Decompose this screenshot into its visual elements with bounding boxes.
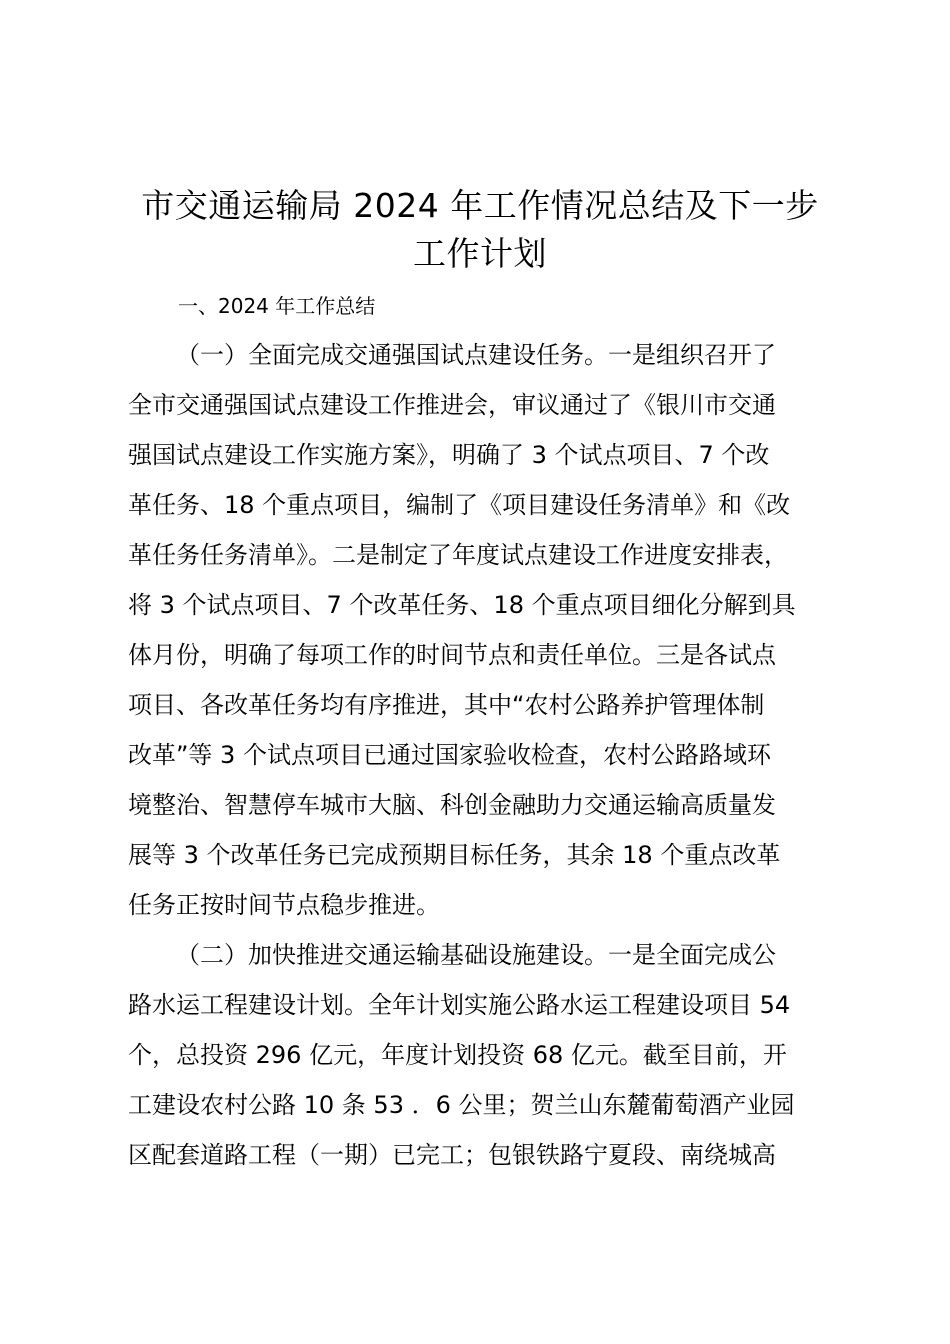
paragraph-line: 个，总投资 296 亿元，年度计划投资 68 亿元。截至目前，开 [128, 1041, 787, 1069]
paragraph-line: 项目、各改革任务均有序推进，其中“农村公路养护管理体制 [128, 691, 765, 719]
paragraph-line: （一）全面完成交通强国试点建设任务。一是组织召开了 [176, 341, 776, 369]
document-title [120, 182, 840, 278]
paragraph-line: 体月份，明确了每项工作的时间节点和责任单位。三是各试点 [128, 641, 776, 669]
title-line: 市交通运输局 2024 年工作情况总结及下一步 [141, 186, 819, 225]
paragraph-line: 任务正按时间节点稳步推进。 [128, 891, 440, 919]
paragraph-line: 强国试点建设工作实施方案》，明确了 3 个试点项目、7 个改 [128, 441, 770, 469]
paragraph-line: 将 3 个试点项目、7 个改革任务、18 个重点项目细化分解到具 [128, 591, 796, 619]
paragraph-line: （二）加快推进交通运输基础设施建设。一是全面完成公 [176, 941, 776, 969]
paragraph-line: 工建设农村公路 10 条 53 ．6 公里；贺兰山东麓葡萄酒产业园 [128, 1091, 795, 1119]
title-line: 工作计划 [413, 234, 547, 273]
section-heading: 一、2024 年工作总结 [178, 294, 376, 318]
paragraph-line: 革任务任务清单》。二是制定了年度试点建设工作进度安排表， [128, 541, 788, 569]
paragraph-1 [128, 330, 852, 930]
paragraph-line: 革任务、18 个重点项目，编制了《项目建设任务清单》和《改 [128, 491, 791, 519]
paragraph-line: 展等 3 个改革任务已完成预期目标任务，其余 18 个重点改革 [128, 841, 781, 869]
paragraph-line: 全市交通强国试点建设工作推进会，审议通过了《银川市交通 [128, 391, 776, 419]
paragraph-line: 区配套道路工程（一期）已完工；包银铁路宁夏段、南绕城高 [128, 1141, 776, 1169]
paragraph-line: 改革”等 3 个试点项目已通过国家验收检查，农村公路路域环 [128, 741, 771, 769]
paragraph-line: 路水运工程建设计划。全年计划实施公路水运工程建设项目 54 [128, 991, 791, 1019]
paragraph-line: 境整治、智慧停车城市大脑、科创金融助力交通运输高质量发 [128, 791, 776, 819]
paragraph-2 [128, 930, 852, 1180]
